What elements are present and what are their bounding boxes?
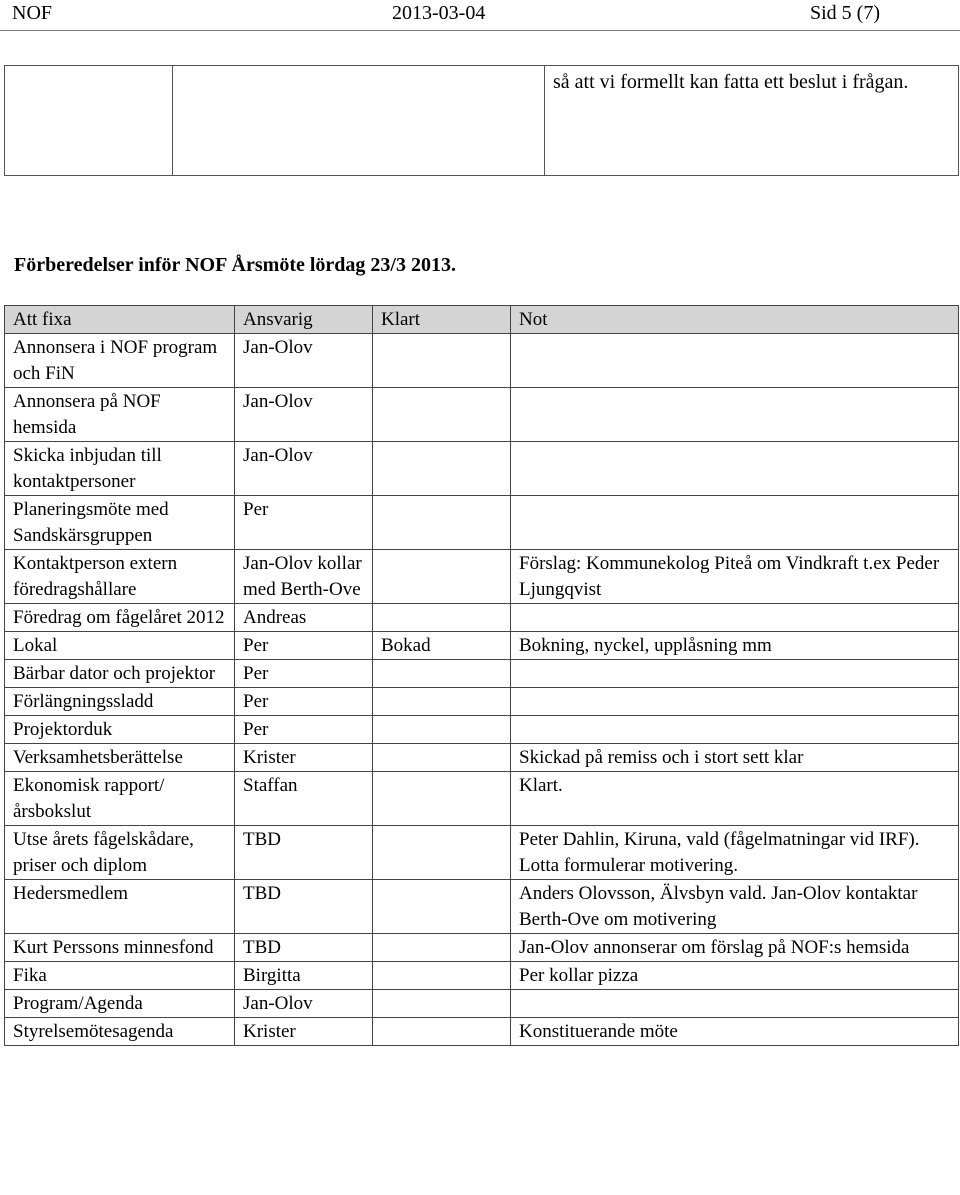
table-row xyxy=(5,934,959,962)
responsible-cell: Krister xyxy=(235,1018,373,1046)
task-cell: Förlängningssladd xyxy=(5,688,235,716)
note-cell xyxy=(511,388,959,442)
task-cell: Hedersmedlem xyxy=(5,880,235,934)
table-row xyxy=(5,660,959,688)
note-cell: Per kollar pizza xyxy=(511,962,959,990)
task-cell: Föredrag om fågelåret 2012 xyxy=(5,604,235,632)
page-header xyxy=(12,0,948,30)
task-cell: Lokal xyxy=(5,632,235,660)
done-cell xyxy=(373,934,511,962)
table-row xyxy=(5,962,959,990)
note-cell: Förslag: Kommunekolog Piteå om Vindkraft t.ex Peder Ljungqvist xyxy=(511,550,959,604)
table-row xyxy=(5,880,959,934)
task-cell: Projektorduk xyxy=(5,716,235,744)
done-cell xyxy=(373,744,511,772)
note-cell xyxy=(511,660,959,688)
responsible-cell: Per xyxy=(235,716,373,744)
column-header-task: Att fixa xyxy=(5,306,235,334)
responsible-cell: Andreas xyxy=(235,604,373,632)
header-org: NOF xyxy=(12,2,53,24)
table-row xyxy=(5,688,959,716)
task-cell: Kurt Perssons minnesfond xyxy=(5,934,235,962)
responsible-cell: Staffan xyxy=(235,772,373,826)
responsible-cell: Jan-Olov kollar med Berth-Ove xyxy=(235,550,373,604)
table-row xyxy=(5,826,959,880)
task-cell: Bärbar dator och projektor xyxy=(5,660,235,688)
responsible-cell: TBD xyxy=(235,880,373,934)
responsible-cell: Per xyxy=(235,660,373,688)
continuation-cell-1 xyxy=(5,66,173,176)
done-cell xyxy=(373,550,511,604)
column-header-responsible: Ansvarig xyxy=(235,306,373,334)
column-header-done: Klart xyxy=(373,306,511,334)
done-cell xyxy=(373,334,511,388)
header-rule xyxy=(0,30,960,31)
task-cell: Annonsera på NOF hemsida xyxy=(5,388,235,442)
responsible-cell: Jan-Olov xyxy=(235,334,373,388)
table-row xyxy=(5,388,959,442)
note-cell xyxy=(511,604,959,632)
done-cell xyxy=(373,1018,511,1046)
responsible-cell: Jan-Olov xyxy=(235,442,373,496)
note-cell xyxy=(511,496,959,550)
done-cell xyxy=(373,716,511,744)
table-row xyxy=(5,550,959,604)
responsible-cell: Birgitta xyxy=(235,962,373,990)
responsible-cell: Jan-Olov xyxy=(235,388,373,442)
task-cell: Fika xyxy=(5,962,235,990)
note-cell xyxy=(511,990,959,1018)
note-cell: Konstituerande möte xyxy=(511,1018,959,1046)
task-cell: Program/Agenda xyxy=(5,990,235,1018)
task-cell: Skicka inbjudan till kontaktpersoner xyxy=(5,442,235,496)
note-cell: Skickad på remiss och i stort sett klar xyxy=(511,744,959,772)
note-cell xyxy=(511,688,959,716)
done-cell xyxy=(373,880,511,934)
task-cell: Planeringsmöte med Sandskärsgruppen xyxy=(5,496,235,550)
table-row xyxy=(5,744,959,772)
table-body xyxy=(5,334,959,1046)
column-header-note: Not xyxy=(511,306,959,334)
responsible-cell: Krister xyxy=(235,744,373,772)
continuation-cell-2 xyxy=(173,66,545,176)
done-cell xyxy=(373,660,511,688)
continuation-note-cell xyxy=(545,66,959,176)
done-cell: Bokad xyxy=(373,632,511,660)
table-row xyxy=(5,772,959,826)
continuation-note: så att vi formellt kan fatta ett beslut i frågan. xyxy=(553,71,909,93)
note-cell xyxy=(511,442,959,496)
header-page-number: Sid 5 (7) xyxy=(810,2,880,24)
header-date: 2013-03-04 xyxy=(392,2,486,24)
note-cell: Klart. xyxy=(511,772,959,826)
done-cell xyxy=(373,826,511,880)
continuation-table xyxy=(4,65,959,176)
table-row xyxy=(5,334,959,388)
table-row xyxy=(5,442,959,496)
section-title: Förberedelser inför NOF Årsmöte lördag 23/3 2013. xyxy=(14,254,456,276)
note-cell: Jan-Olov annonserar om förslag på NOF:s hemsida xyxy=(511,934,959,962)
note-cell: Peter Dahlin, Kiruna, vald (fågelmatningar vid IRF). Lotta formulerar motivering. xyxy=(511,826,959,880)
done-cell xyxy=(373,496,511,550)
task-cell: Utse årets fågelskådare, priser och diplom xyxy=(5,826,235,880)
responsible-cell: TBD xyxy=(235,934,373,962)
task-cell: Verksamhetsberättelse xyxy=(5,744,235,772)
done-cell xyxy=(373,772,511,826)
task-cell: Annonsera i NOF program och FiN xyxy=(5,334,235,388)
note-cell xyxy=(511,716,959,744)
note-cell xyxy=(511,334,959,388)
table-row xyxy=(5,632,959,660)
done-cell xyxy=(373,990,511,1018)
table-row xyxy=(5,604,959,632)
preparation-table xyxy=(4,305,959,1046)
responsible-cell: TBD xyxy=(235,826,373,880)
table-row xyxy=(5,716,959,744)
responsible-cell: Per xyxy=(235,632,373,660)
responsible-cell: Per xyxy=(235,688,373,716)
done-cell xyxy=(373,688,511,716)
done-cell xyxy=(373,962,511,990)
table-row xyxy=(5,496,959,550)
table-row xyxy=(5,990,959,1018)
responsible-cell: Jan-Olov xyxy=(235,990,373,1018)
done-cell xyxy=(373,604,511,632)
table-header-row xyxy=(5,306,959,334)
task-cell: Kontaktperson extern föredragshållare xyxy=(5,550,235,604)
done-cell xyxy=(373,388,511,442)
responsible-cell: Per xyxy=(235,496,373,550)
note-cell: Bokning, nyckel, upplåsning mm xyxy=(511,632,959,660)
table-row xyxy=(5,1018,959,1046)
done-cell xyxy=(373,442,511,496)
task-cell: Styrelsemötesagenda xyxy=(5,1018,235,1046)
note-cell: Anders Olovsson, Älvsbyn vald. Jan-Olov kontaktar Berth-Ove om motivering xyxy=(511,880,959,934)
task-cell: Ekonomisk rapport/årsbokslut xyxy=(5,772,235,826)
